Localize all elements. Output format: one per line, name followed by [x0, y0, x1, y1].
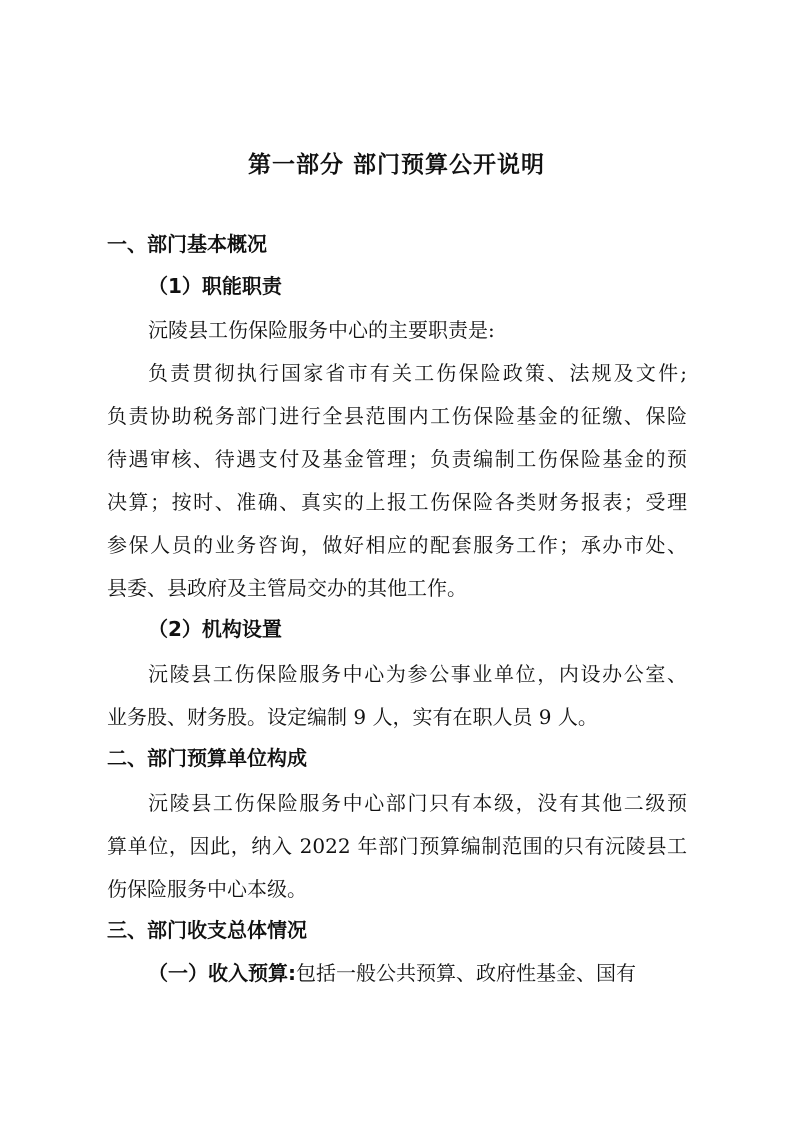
- section-heading-basic-overview: 一、部门基本概况: [107, 232, 267, 256]
- paragraph-line: 沅陵县工伤保险服务中心为参公事业单位，内设办公室、: [148, 662, 687, 686]
- paragraph-line: 待遇审核、待遇支付及基金管理；负责编制工伤保险基金的预: [107, 447, 687, 471]
- paragraph-line: 沅陵县工伤保险服务中心的主要职责是:: [148, 318, 495, 342]
- paragraph-line: 算单位，因此，纳入 2022 年部门预算编制范围的只有沅陵县工: [107, 834, 687, 858]
- paragraph-line: 参保人员的业务咨询，做好相应的配套服务工作；承办市处、: [107, 533, 687, 557]
- paragraph-line: 负责协助税务部门进行全县范围内工伤保险基金的征缴、保险: [107, 404, 687, 428]
- section-heading-budget-units: 二、部门预算单位构成: [107, 746, 307, 770]
- paragraph-line: 县委、县政府及主管局交办的其他工作。: [107, 576, 467, 600]
- document-title: 第一部分 部门预算公开说明: [247, 152, 545, 178]
- subsection-heading-duties: （1）职能职责: [148, 274, 282, 298]
- paragraph-line: 伤保险服务中心本级。: [107, 877, 307, 901]
- section-heading-revenue-expenditure: 三、部门收支总体情况: [107, 918, 307, 942]
- paragraph-line: 负责贯彻执行国家省市有关工伤保险政策、法规及文件;: [148, 361, 687, 385]
- revenue-budget-label: （一）收入预算:: [148, 961, 296, 985]
- paragraph-line: 决算；按时、准确、真实的上报工伤保险各类财务报表；受理: [107, 490, 687, 514]
- subsection-heading-organization: （2）机构设置: [148, 617, 282, 641]
- revenue-budget-text: 包括一般公共预算、政府性基金、国有: [296, 961, 636, 985]
- paragraph-line-revenue-budget: [148, 960, 687, 986]
- paragraph-line: 沅陵县工伤保险服务中心部门只有本级，没有其他二级预: [148, 791, 687, 815]
- paragraph-line: 业务股、财务股。设定编制 9 人，实有在职人员 9 人。: [107, 705, 598, 729]
